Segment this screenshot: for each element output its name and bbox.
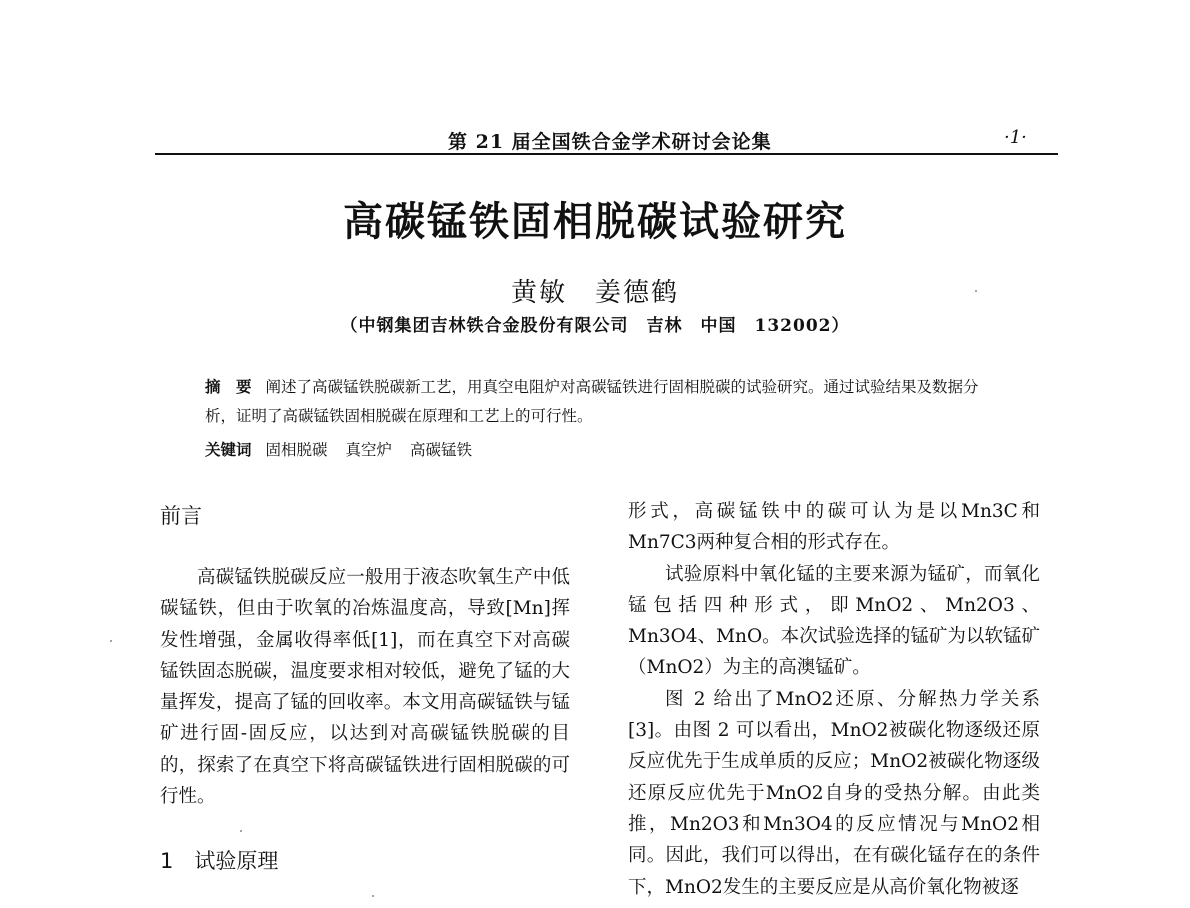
right-paragraph-2: 试验原料中氧化锰的主要来源为锰矿，而氧化锰包括四种形式，即MnO2、Mn2O3、Mn3O4、MnO。本次试验选择的锰矿为以软锰矿（MnO2）为主的高澳锰矿。 <box>628 563 1040 679</box>
section-heading-1: 1 试验原理 <box>160 849 279 873</box>
intro-paragraph: 高碳锰铁脱碳反应一般用于液态吹氧生产中低碳锰铁，但由于吹氧的冶炼温度高，导致[Mn]挥发性增强，金属收得率低[1]，而在真空下对高碳锰铁固态脱碳，温度要求相对较低，避免了锰的大量挥发，提高了锰的回收率。本文用高碳锰铁与锰矿进行固-固反应，以达到对高碳锰铁脱碳的目的，探索了在真空下将高碳锰铁进行固相脱碳的可行性。 <box>160 567 570 808</box>
right-paragraph-3: 图 2 给出了MnO2还原、分解热力学关系[3]。由图 2 可以看出，MnO2被碳化物逐级还原反应优先于生成单质的反应；MnO2被碳化物逐级还原反应优先于MnO2自身的受热分解。由此类推，Mn2O3和Mn3O4的反应情况与MnO2相同。因此，我们可以得出，在有碳化锰存在的条件下，MnO2发生的主要反应是从高价氧化物被逐 <box>628 688 1040 898</box>
left-column <box>160 562 570 812</box>
scan-speck <box>372 895 374 897</box>
scan-speck <box>240 830 242 832</box>
paper-authors: 黄敏 姜德鹤 <box>510 278 679 308</box>
page-number: ·1· <box>1004 127 1027 148</box>
section-heading-intro: 前言 <box>160 504 202 528</box>
header-rule <box>155 153 1058 155</box>
keyword-item: 高碳锰铁 <box>410 441 473 459</box>
keywords-block <box>205 436 1005 465</box>
keyword-item: 真空炉 <box>345 441 393 459</box>
abstract-label: 摘 要 <box>205 378 252 396</box>
author-affiliation: （中钢集团吉林铁合金股份有限公司 吉林 中国 132002） <box>340 316 850 336</box>
abstract-block <box>205 373 1005 431</box>
right-column <box>628 496 1040 903</box>
keyword-item: 固相脱碳 <box>265 441 328 459</box>
abstract-text: 阐述了高碳锰铁脱碳新工艺，用真空电阻炉对高碳锰铁进行固相脱碳的试验研究。通过试验结果及数据分析，证明了高碳锰铁固相脱碳在原理和工艺上的可行性。 <box>205 378 979 425</box>
running-header-title: 第 21 届全国铁合金学术研讨会论集 <box>448 131 772 153</box>
scan-speck <box>975 290 977 292</box>
right-paragraph-1: 形式，高碳锰铁中的碳可认为是以Mn3C和Mn7C3两种复合相的形式存在。 <box>628 501 1040 554</box>
paper-title: 高碳锰铁固相脱碳试验研究 <box>343 199 847 245</box>
scan-speck <box>110 640 112 642</box>
keywords-label: 关键词 <box>205 441 252 459</box>
